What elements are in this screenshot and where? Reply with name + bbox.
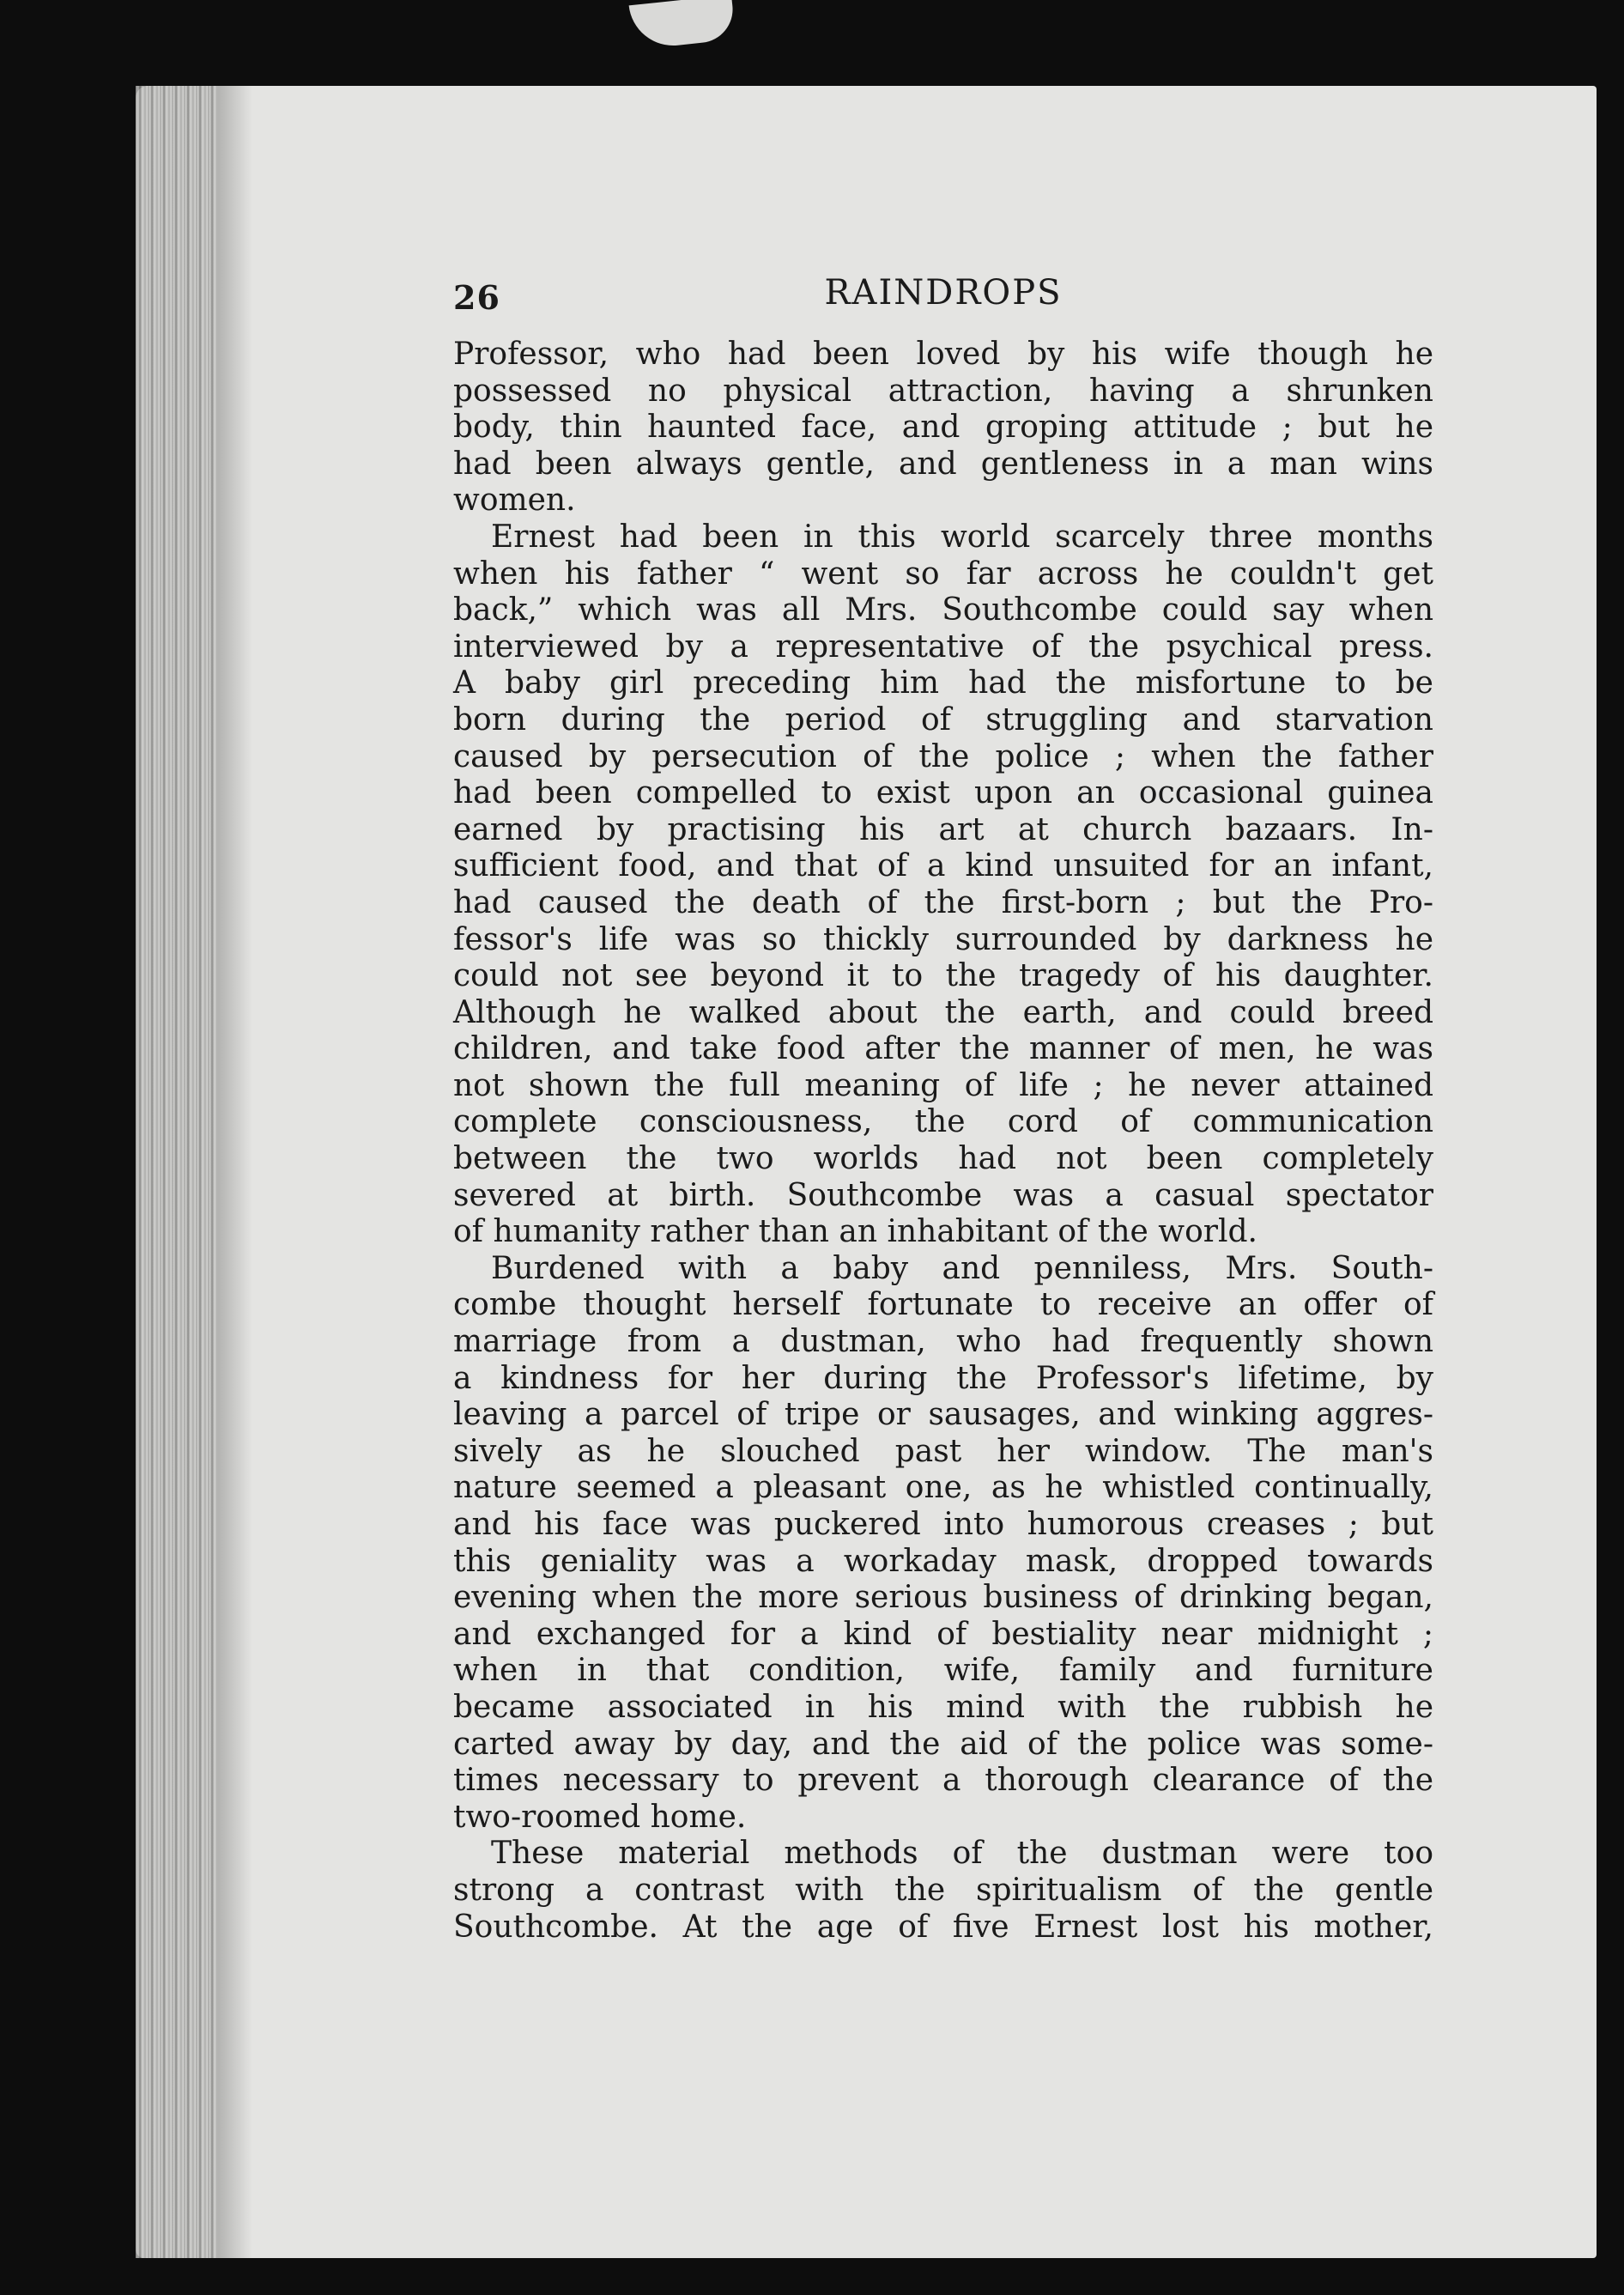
text-line: severed at birth. Southcombe was a casual spectator bbox=[453, 1177, 1433, 1213]
text-line: this geniality was a workaday mask, dropped towards bbox=[453, 1543, 1433, 1579]
text-line: between the two worlds had not been completely bbox=[453, 1141, 1433, 1177]
text-line: had caused the death of the first-born ; but the Pro- bbox=[453, 884, 1433, 920]
text-line: body, thin haunted face, and groping attitude ; but he bbox=[453, 410, 1433, 446]
page-text-block bbox=[453, 273, 1433, 1946]
text-line: not shown the full meaning of life ; he never attained bbox=[453, 1067, 1433, 1103]
text-line: Professor, who had been loved by his wife though he bbox=[453, 337, 1433, 372]
page-gutter bbox=[136, 86, 218, 2258]
text-line: fessor's life was so thickly surrounded by darkness he bbox=[453, 921, 1433, 957]
text-line: Although he walked about the earth, and could breed bbox=[453, 994, 1433, 1030]
text-line: carted away by day, and the aid of the police was some- bbox=[453, 1726, 1433, 1762]
text-line: women. bbox=[453, 483, 576, 519]
text-line: combe thought herself fortunate to receive an offer of bbox=[453, 1287, 1433, 1323]
text-line: a kindness for her during the Professor's lifetime, by bbox=[453, 1360, 1433, 1396]
text-line: These material methods of the dustman were too bbox=[491, 1836, 1433, 1872]
text-line: possessed no physical attraction, having a shrunken bbox=[453, 373, 1433, 409]
body-text bbox=[453, 337, 1433, 1946]
text-line: two-roomed home. bbox=[453, 1799, 747, 1835]
text-line: had been always gentle, and gentleness in a man wins bbox=[453, 446, 1433, 482]
text-line: leaving a parcel of tripe or sausages, and winking aggres- bbox=[453, 1397, 1433, 1433]
text-line: Southcombe. At the age of five Ernest lost his mother, bbox=[453, 1909, 1433, 1945]
text-line: and exchanged for a kind of bestiality near midnight ; bbox=[453, 1616, 1433, 1652]
text-line: of humanity rather than an inhabitant of the world. bbox=[453, 1214, 1257, 1250]
text-line: caused by persecution of the police ; when the father bbox=[453, 738, 1433, 774]
text-line: had been compelled to exist upon an occasional guinea bbox=[453, 775, 1433, 811]
text-line: sively as he slouched past her window. The man's bbox=[453, 1433, 1433, 1469]
text-line: times necessary to prevent a thorough clearance of the bbox=[453, 1763, 1433, 1799]
running-title: RAINDROPS bbox=[824, 273, 1063, 313]
text-line: nature seemed a pleasant one, as he whistled continually, bbox=[453, 1470, 1433, 1506]
text-line: interviewed by a representative of the psychical press. bbox=[453, 628, 1433, 665]
text-line: evening when the more serious business of drinking began, bbox=[453, 1580, 1433, 1616]
text-line: strong a contrast with the spiritualism of the gentle bbox=[453, 1872, 1433, 1908]
text-line: and his face was puckered into humorous creases ; but bbox=[453, 1507, 1433, 1542]
torn-paper-fragment bbox=[629, 0, 736, 50]
text-line: children, and take food after the manner of men, he was bbox=[453, 1031, 1433, 1067]
gutter-shadow bbox=[218, 86, 252, 2258]
text-line: back,” which was all Mrs. Southcombe could say when bbox=[453, 592, 1433, 628]
text-line: when his father “ went so far across he couldn't get bbox=[453, 556, 1433, 592]
text-line: became associated in his mind with the rubbish he bbox=[453, 1689, 1433, 1725]
text-line: earned by practising his art at church bazaars. In- bbox=[453, 811, 1433, 847]
text-line: born during the period of struggling and starvation bbox=[453, 701, 1433, 738]
text-line: sufficient food, and that of a kind unsuited for an infant, bbox=[453, 848, 1433, 884]
text-line: when in that condition, wife, family and furniture bbox=[453, 1653, 1433, 1689]
page-number: 26 bbox=[453, 278, 500, 317]
text-line: marriage from a dustman, who had frequently shown bbox=[453, 1324, 1433, 1360]
text-line: A baby girl preceding him had the misfortune to be bbox=[453, 665, 1433, 701]
text-line: could not see beyond it to the tragedy of his daughter. bbox=[453, 958, 1433, 994]
text-line: Ernest had been in this world scarcely three months bbox=[491, 519, 1433, 555]
text-line: Burdened with a baby and penniless, Mrs. South- bbox=[491, 1250, 1433, 1286]
text-line: complete consciousness, the cord of communication bbox=[453, 1104, 1433, 1140]
running-head bbox=[453, 273, 1433, 325]
